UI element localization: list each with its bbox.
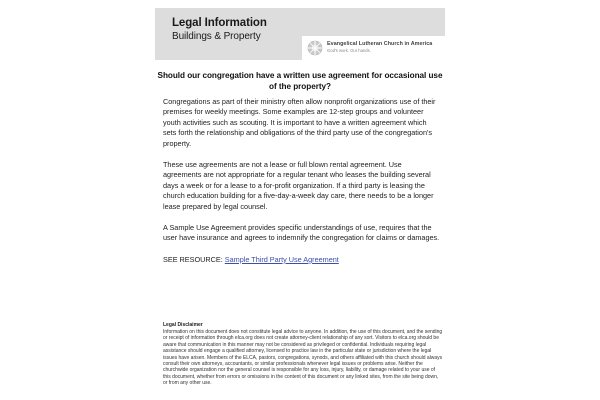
elca-logo-tagline: God's work. Our hands. — [327, 48, 371, 54]
header-title-group — [172, 17, 267, 43]
elca-logo-name: Evangelical Lutheran Church in America — [327, 41, 433, 48]
page-subtitle: Buildings & Property — [172, 31, 261, 42]
legal-disclaimer-body: Information on this document does not constitute legal advice to anyone. In addition, the use of this document, and the sending or receipt of information through elca.org does not create attorney-client relationship of any sort. Visitors to elca.org should be aware that communication in this manner may not be considered as privileged or confidential. Individuals requiring legal assistance should engage a qualified attorney, licensed to practice law in the particular state or jurisdiction where the legal issues have arisen. Members of the ELCA, pastors, congregations, synods, and others affiliated with this church should always consult their own attorneys, accountants, or similar professionals whenever legal issues or problems arise. Neither the churchwide organization nor the general counsel is responsible for any loss, injury, liability, or damage related to your use of this document, whether from errors or omissions in the content of this document or any linked sites, from the site being down, or from any other use. — [163, 328, 443, 387]
article-paragraph: These use agreements are not a lease or full blown rental agreement. Use agreements are not appropriate for a regular tenant who leases the building several days a week or for a lease to a for-profit organization. If a third party is leasing the church education building for a five-day-a-week day care, there needs to be a longer lease prepared by legal counsel. — [163, 160, 434, 211]
legal-disclaimer — [163, 322, 443, 387]
article-heading: Should our congregation have a written use agreement for occasional use of the property? — [157, 71, 443, 91]
elca-globe-cross-icon — [307, 40, 323, 56]
elca-logo-block — [302, 36, 445, 60]
article-paragraph: Congregations as part of their ministry often allow nonprofit organizations use of their premises for weekly meetings. Some examples are 12-step groups and volunteer youth activities such as scouting. It is important to have a written agreement which sets forth the relationship and obligations of the third party use of the congregation's property. — [163, 97, 436, 148]
legal-disclaimer-title: Legal Disclaimer — [163, 322, 203, 328]
see-resource-line — [163, 255, 440, 265]
article-body — [163, 97, 440, 276]
page-title: Legal Information — [172, 17, 267, 29]
document-header-band — [155, 8, 445, 60]
article-paragraph: A Sample Use Agreement provides specific understandings of use, requires that the user have insurance and agrees to indemnify the congregation for claims or damages. — [163, 223, 440, 243]
see-resource-label: SEE RESOURCE: — [163, 254, 223, 264]
sample-use-agreement-link[interactable]: Sample Third Party Use Agreement — [224, 254, 339, 264]
elca-logo-text — [327, 42, 432, 53]
